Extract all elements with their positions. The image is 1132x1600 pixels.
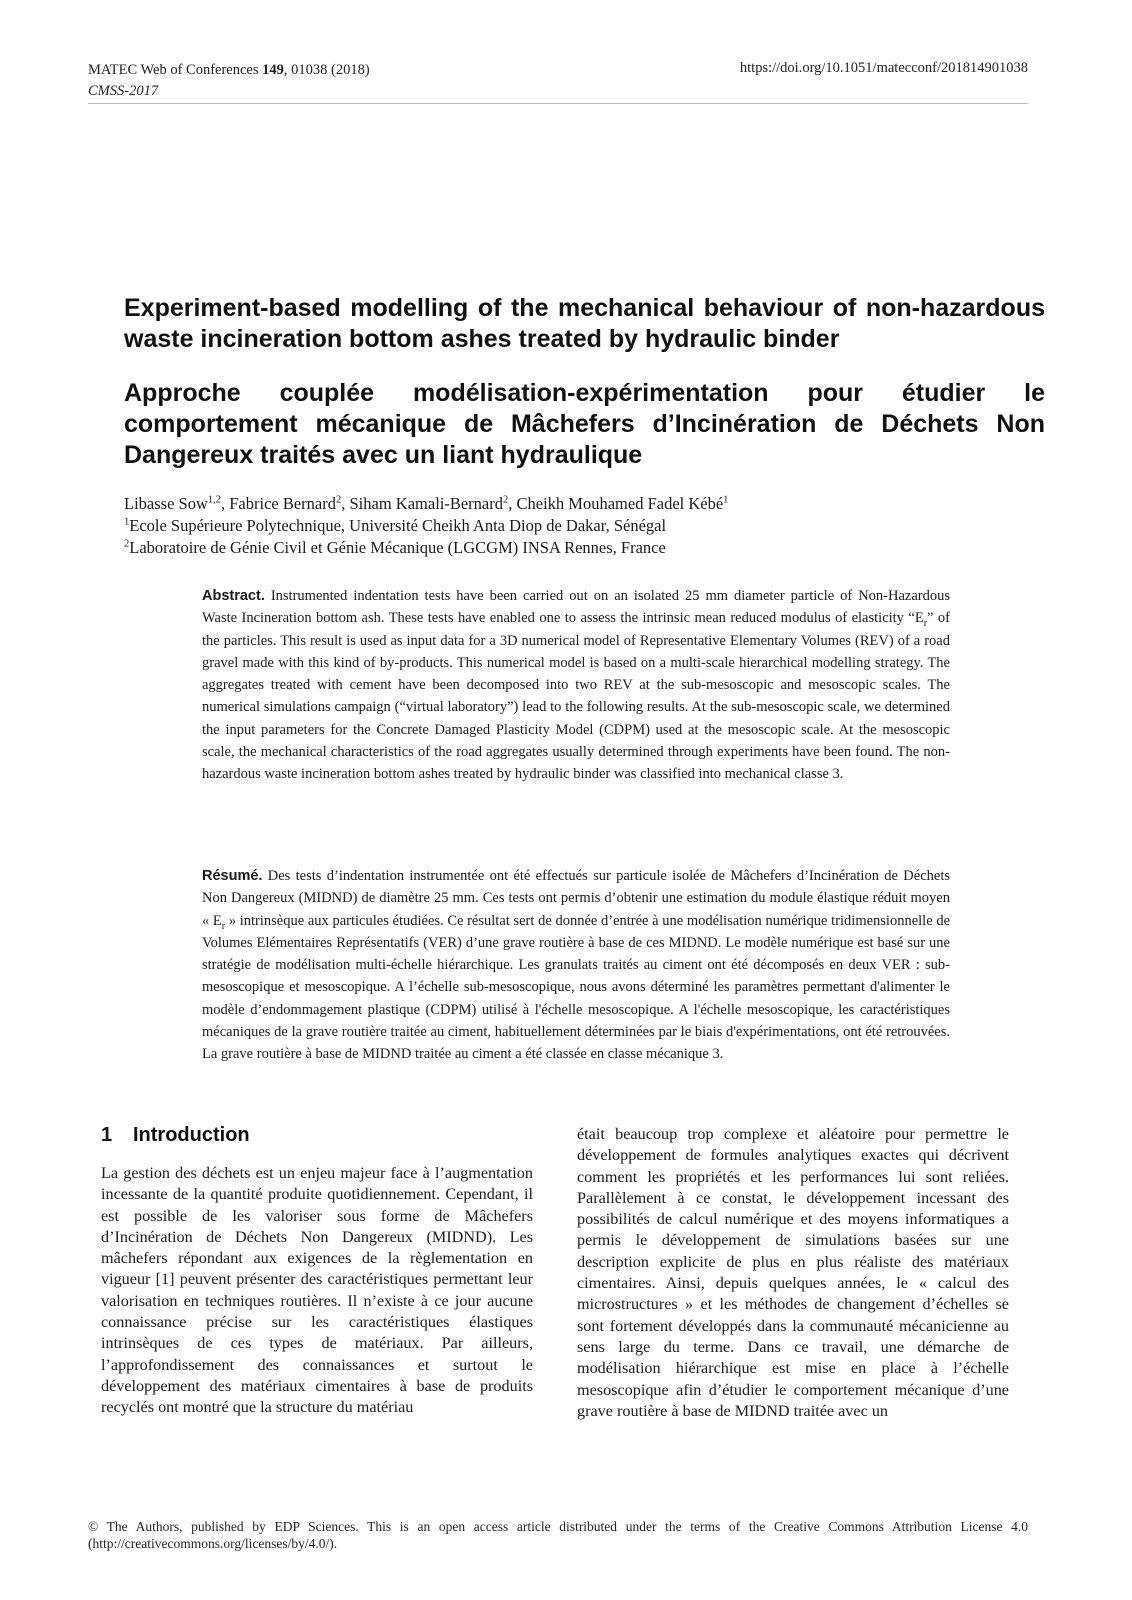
conference-name: CMSS-2017 bbox=[88, 83, 159, 99]
doi-link[interactable]: https://doi.org/10.1051/matecconf/201814901038 bbox=[739, 60, 1028, 76]
resume-label: Résumé. bbox=[202, 868, 263, 884]
french-title-block bbox=[124, 378, 1045, 471]
body-right-column: était beaucoup trop complexe et aléatoire pour permettre le développement de formules analytiques exactes qui décrivent comment les propriétés et les performances lui sont reliées. Parallèlement à ce constat, le développement incessant des possibilités de calcul numérique et des moyens informatiques a permis le développement de simulations basées sur une description explicite de plus en plus réaliste des matériaux cimentaires. Ainsi, depuis quelques années, le « calcul des microstructures » et les méthodes de changement d’échelles se sont fortement développés dans la communauté mécanicienne au sens large du terme. Dans ce travail, une démarche de modélisation hiérarchique est mise en place à l’échelle mesoscopique afin d’étudier le comportement mécanique d’une grave routière à base de MIDND traitée avec un bbox=[577, 1125, 1009, 1420]
license-footer: © The Authors, published by EDP Sciences. This is an open access article distributed under the terms of the Creative Commons Attribution License 4.0 (http://creativecommons.org/licenses/by/4.0/). bbox=[88, 1519, 1028, 1551]
author-block bbox=[124, 493, 728, 559]
section-title: Introduction bbox=[133, 1124, 250, 1146]
running-header bbox=[88, 60, 370, 102]
body-left-column: La gestion des déchets est un enjeu majeur face à l’augmentation incessante de la quantité produite quotidiennement. Cependant, il est possible de les valoriser sous forme de Mâchefers d’Incinération de Déchets Non Dangereux (MIDND). Les mâchefers répondant aux exigences de la règlementation en vigueur [1] peuvent présenter des caractéristiques permettant leur valorisation en techniques routières. Il n’existe à ce jour aucune connaissance précise sur les caractéristiques élastiques intrinsèques de ces types de matériaux. Par ailleurs, l’approfondissement des connaissances et surtout le développement des matériaux cimentaires à base de produits recyclés ont montré que la structure du matériau bbox=[101, 1164, 533, 1417]
header-divider bbox=[88, 103, 1028, 104]
volume-number: 149 bbox=[262, 62, 284, 78]
resume: Résumé. Des tests d’indentation instrumentée ont été effectués sur particule isolée de Mâchefers d’Incinération de Déchets Non Dangereux (MIDND) de diamètre 25 mm. Ces tests ont permis d’obtenir une estimation du module élastique réduit moyen « $E_r$ » intrinsèque aux particules étudiées. Ce résultat sert de donnée d’entrée à une modélisation numérique tridimensionnelle de Volumes Elémentaires Représentatifs (VER) d’une grave routière à base de ces MIDND. Le modèle numérique est basé sur une stratégie de modélisation multi-échelle hiérarchique. Les granulats traités au ciment ont été décomposés en deux VER : sub-mesoscopique et mesoscopique. A l’échelle sub-mesoscopique, nous avons déterminé les paramètres permettant d'alimenter le modèle d’endommagement plastique (CDPM) utilisé à l'échelle mesoscopique. A l'échelle mesoscopique, les caractéristiques mécaniques de la grave routière traitée au ciment, habituellement déterminées par le biais d'expérimentations, ont été retrouvées. La grave routière à base de MIDND traitée au ciment a été classée en classe mécanique 3. bbox=[202, 868, 950, 1063]
abstract: Abstract. Instrumented indentation tests have been carried out on an isolated 25 mm diameter particle of Non-Hazardous Waste Incineration bottom ash. These tests have enabled one to assess the intrinsic mean reduced modulus of elasticity “$E_r$” of the particles. This result is used as input data for a 3D numerical model of Representative Elementary Volumes (REV) of a road gravel made with this kind of by-products. This numerical model is based on a multi-scale hierarchical modelling strategy. The aggregates treated with cement have been decomposed into two REV at the sub-mesoscopic and mesoscopic scales. The numerical simulations campaign (“virtual laboratory”) lead to the following results. At the sub-mesoscopic scale, we determined the input parameters for the Concrete Damaged Plasticity Model (CDPM) used at the mesoscopic scale. At the mesoscopic scale, the mechanical characteristics of the road aggregates usually determined through experiments have been found. The non-hazardous waste incineration bottom ashes treated by hydraulic binder was classified into mechanical classe 3. bbox=[202, 588, 950, 783]
english-title: Experiment-based modelling of the mechanical behaviour of non-hazardous waste incineration bottom ashes treated by hydraulic binder bbox=[124, 294, 1045, 353]
affiliation-2: $^2$Laboratoire de Génie Civil et Génie Mécanique (LGCGM) INSA Rennes, France bbox=[124, 538, 666, 557]
english-title-block bbox=[124, 293, 1045, 355]
journal-citation: MATEC Web of Conferences 149, 01038 (2018) bbox=[88, 62, 370, 78]
author-list: Libasse Sow$^{1,2}$, Fabrice Bernard$^2$, Siham Kamali-Bernard$^2$, Cheikh Mouhamed Fadel Kébé$^1$ bbox=[124, 494, 729, 513]
affiliation-1: $^1$Ecole Supérieure Polytechnique, Université Cheikh Anta Diop de Dakar, Sénégal bbox=[124, 516, 667, 535]
section-number: 1 bbox=[101, 1124, 113, 1146]
section-heading-introduction bbox=[101, 1124, 250, 1147]
french-title: Approche couplée modélisation-expérimentation pour étudier le comportement mécanique de Mâchefers d’Incinération de Déchets Non Dangereux traités avec un liant hydraulique bbox=[124, 379, 1045, 469]
abstract-label: Abstract. bbox=[202, 588, 265, 604]
